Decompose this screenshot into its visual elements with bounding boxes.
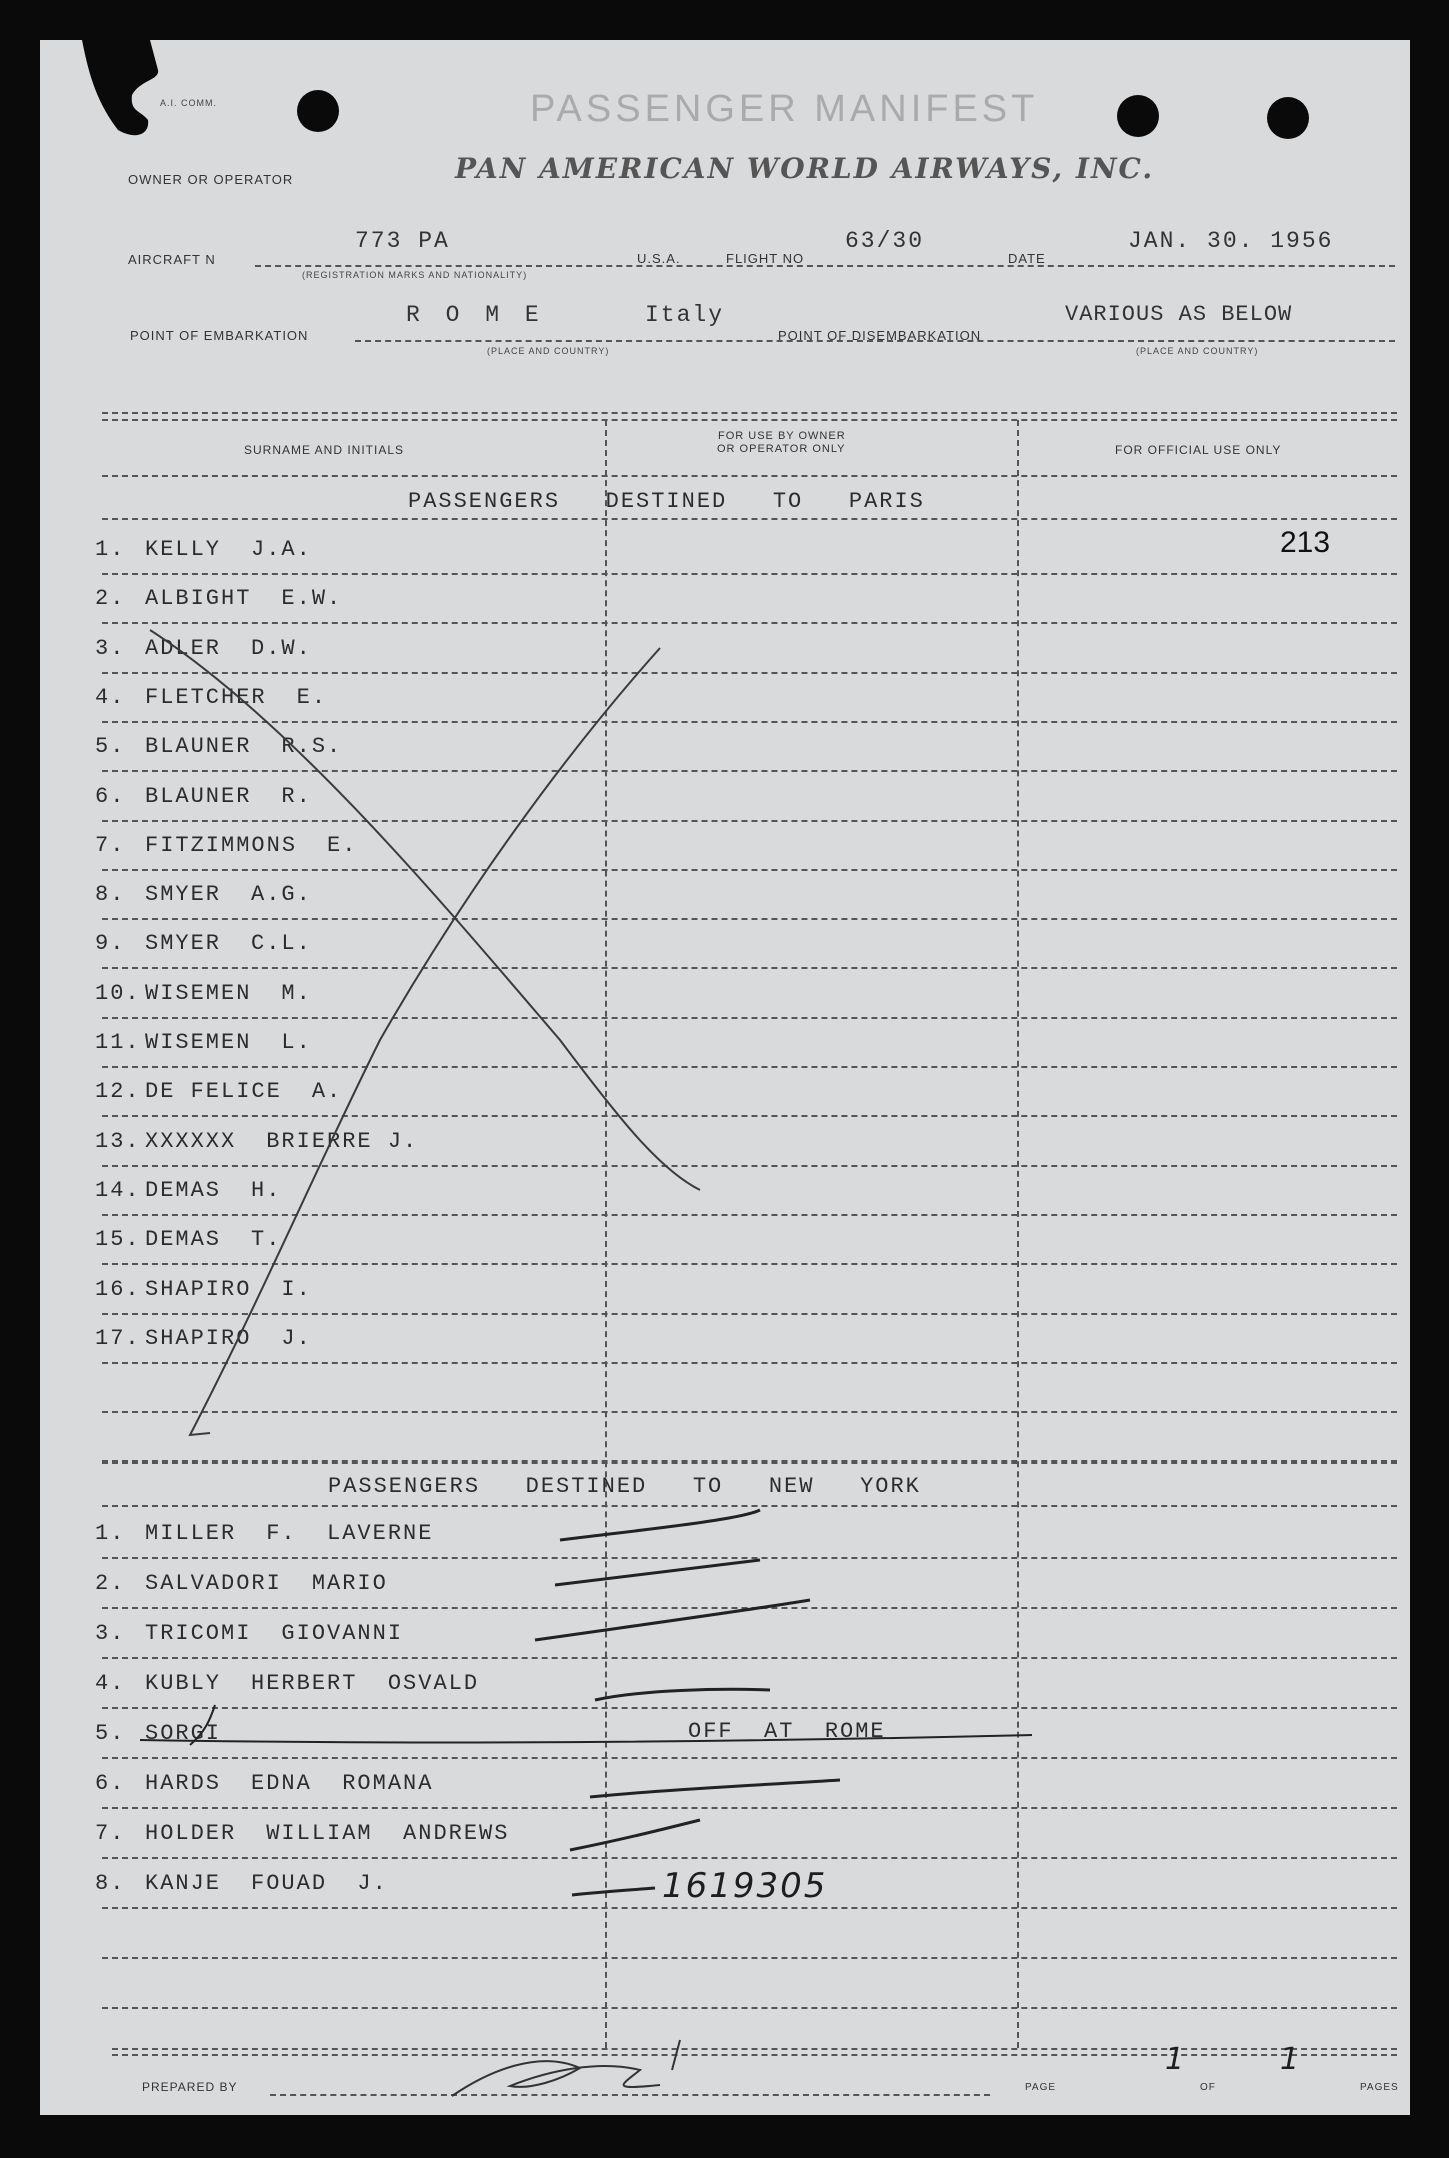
passenger-initials: HERBERT OSVALD — [251, 1671, 480, 1696]
row-number: 7. — [95, 1821, 126, 1846]
passenger-initials: C.L. — [251, 931, 312, 957]
passenger-surname: SHAPIRO — [145, 1325, 252, 1351]
passenger-surname: XXXXXX — [145, 1128, 237, 1154]
pen-marks — [40, 40, 1410, 2115]
pages-label: PAGES — [1360, 2082, 1399, 2093]
page-title: PASSENGER MANIFEST — [530, 88, 1039, 130]
passenger-initials: E. — [296, 684, 328, 710]
passenger-initials: T. — [251, 1227, 282, 1253]
newyork-heading: PASSENGERS DESTINED TO NEW YORK — [328, 1474, 921, 1499]
passenger-surname: HARDS — [145, 1771, 222, 1796]
row-number: 3. — [95, 1621, 126, 1646]
passenger-initials: FOUAD J. — [251, 1871, 388, 1896]
row-number: 4. — [95, 684, 126, 710]
row-number: 10. — [95, 980, 141, 1006]
passenger-initials: J. — [281, 1325, 312, 1351]
passenger-initials: WILLIAM ANDREWS — [266, 1821, 510, 1846]
date-value: JAN. 30. 1956 — [1128, 228, 1334, 254]
passenger-initials: E. — [327, 832, 358, 858]
date-label: DATE — [1008, 251, 1046, 266]
passenger-surname: ALBIGHT — [145, 586, 252, 612]
column-header-official: FOR OFFICIAL USE ONLY — [1115, 443, 1282, 457]
passenger-initials: J.A. — [251, 537, 312, 562]
passenger-surname: MILLER — [145, 1521, 237, 1546]
owner-label: OWNER OR OPERATOR — [128, 172, 294, 187]
row-number: 3. — [95, 635, 126, 661]
of-number: 1 — [1280, 2042, 1300, 2077]
passenger-initials: F. LAVERNE — [266, 1521, 434, 1546]
passenger-initials: R.S. — [281, 734, 343, 760]
passenger-surname: BLAUNER — [145, 734, 252, 760]
passenger-initials: I. — [281, 1276, 312, 1302]
official-count: 213 — [1280, 526, 1331, 559]
embarkation-label: POINT OF EMBARKATION — [130, 328, 309, 343]
usa-label: U.S.A. — [637, 251, 681, 266]
passenger-surname: DE FELICE — [145, 1079, 282, 1105]
row-number: 1. — [95, 1521, 126, 1546]
flight-value: 63/30 — [845, 228, 925, 254]
row-number: 6. — [95, 1771, 126, 1796]
disembarkation-value: VARIOUS AS BELOW — [1065, 302, 1293, 327]
operator-name: PAN AMERICAN WORLD AIRWAYS, INC. — [455, 152, 1155, 185]
row-number: 14. — [95, 1177, 141, 1203]
row-number: 2. — [95, 586, 126, 612]
manifest-sheet — [40, 40, 1410, 2115]
corner-stamp: A.I. COMM. — [160, 98, 217, 108]
page-number: 1 — [1165, 2042, 1185, 2077]
aircraft-label: AIRCRAFT N — [128, 252, 216, 267]
passenger-surname: SMYER — [145, 882, 222, 908]
row-number: 2. — [95, 1571, 126, 1596]
place-caption: (PLACE AND COUNTRY) — [487, 346, 610, 356]
row-number: 13. — [95, 1128, 141, 1154]
row-number: 15. — [95, 1227, 141, 1253]
passenger-initials: A. — [311, 1079, 343, 1105]
aircraft-value: 773 PA — [355, 228, 450, 254]
row-number: 1. — [95, 537, 126, 562]
passenger-surname: DEMAS — [145, 1177, 222, 1203]
row-number: 8. — [95, 1871, 126, 1896]
row-number: 12. — [95, 1079, 141, 1105]
row-number: 16. — [95, 1276, 141, 1302]
row-number: 9. — [95, 931, 126, 957]
passenger-surname: FLETCHER — [145, 684, 267, 710]
column-header-owner-use-2: OR OPERATOR ONLY — [717, 443, 846, 455]
passenger-surname: SALVADORI — [145, 1571, 282, 1596]
paris-heading: PASSENGERS DESTINED TO PARIS — [408, 489, 925, 514]
row-number: 7. — [95, 832, 126, 858]
disembarkation-label: POINT OF DISEMBARKATION — [778, 328, 982, 343]
embarkation-city: R O M E — [406, 302, 545, 328]
row-number: 17. — [95, 1325, 141, 1351]
passenger-surname: SMYER — [145, 931, 222, 957]
place-caption-2: (PLACE AND COUNTRY) — [1136, 346, 1259, 356]
passenger-surname: DEMAS — [145, 1227, 222, 1253]
passenger-surname: ADLER — [145, 635, 222, 661]
passenger-surname: FITZIMMONS — [145, 832, 298, 858]
passenger-initials: L. — [281, 1030, 312, 1055]
row-number: 6. — [95, 783, 126, 809]
prepared-by-label: PREPARED BY — [142, 2080, 238, 2094]
passenger-initials: H. — [251, 1177, 282, 1203]
passenger-note: OFF AT ROME — [688, 1719, 886, 1744]
passenger-initials: GIOVANNI — [281, 1621, 404, 1646]
passenger-initials: A.G. — [251, 882, 312, 908]
handwritten-number: 1619305 — [662, 1866, 828, 1906]
passenger-surname: KUBLY — [145, 1671, 222, 1696]
row-number: 5. — [95, 734, 126, 760]
passenger-surname: KELLY — [145, 537, 222, 562]
passenger-surname: BLAUNER — [145, 783, 252, 809]
passenger-surname: HOLDER — [145, 1821, 237, 1846]
column-header-owner-use: FOR USE BY OWNER — [718, 430, 846, 442]
page-label: PAGE — [1025, 2082, 1057, 2093]
passenger-initials: BRIERRE J. — [266, 1128, 419, 1154]
row-number: 5. — [95, 1721, 126, 1746]
passenger-surname: WISEMEN — [145, 1030, 252, 1055]
embarkation-country: Italy — [645, 302, 725, 328]
passenger-surname: KANJE — [145, 1871, 222, 1896]
passenger-surname: SORGI — [145, 1721, 222, 1746]
passenger-surname: SHAPIRO — [145, 1276, 252, 1302]
row-number: 4. — [95, 1671, 126, 1696]
row-number: 11. — [95, 1030, 141, 1055]
passenger-initials: D.W. — [251, 635, 312, 661]
passenger-surname: TRICOMI — [145, 1621, 252, 1646]
passenger-surname: WISEMEN — [145, 980, 252, 1006]
passenger-initials: R. — [281, 783, 312, 809]
column-header-surname: SURNAME AND INITIALS — [244, 443, 405, 457]
flight-label: FLIGHT NO — [726, 251, 805, 266]
row-number: 8. — [95, 882, 126, 908]
registration-caption: (REGISTRATION MARKS AND NATIONALITY) — [302, 270, 528, 280]
passenger-initials: EDNA ROMANA — [251, 1771, 434, 1796]
of-label: OF — [1200, 2082, 1216, 2093]
passenger-initials: E.W. — [281, 586, 343, 612]
passenger-initials: MARIO — [311, 1571, 388, 1596]
passenger-initials: M. — [281, 980, 312, 1006]
